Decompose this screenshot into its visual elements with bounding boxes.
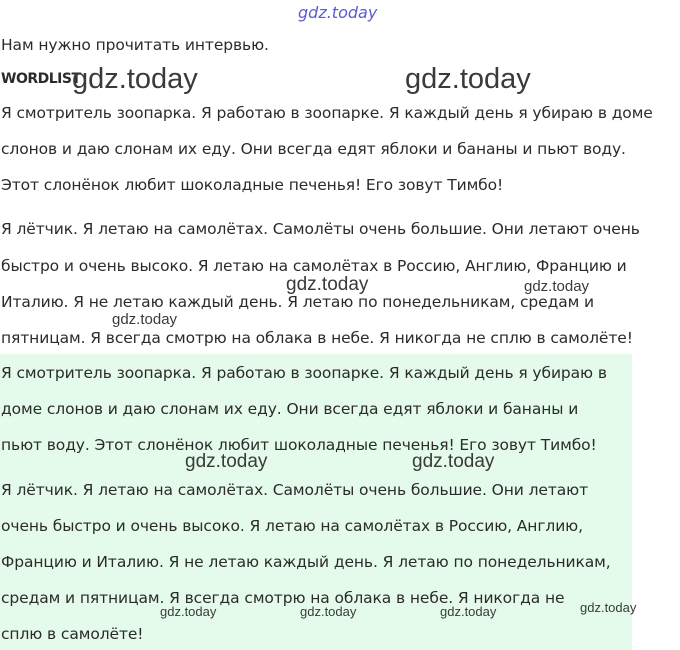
- watermark-mid-3: gdz.today: [112, 311, 178, 328]
- answer-line-4: Я лётчик. Я летаю на самолётах. Самолёты очень большие. Они летают: [1, 481, 589, 499]
- text-line-6: Италию. Я не летаю каждый день. Я летаю по понедельникам, средам и: [1, 293, 594, 311]
- text-line-3: Этот слонёнок любит шоколадные печенья! Его зовут Тимбо!: [1, 176, 504, 194]
- watermark-answer-5: gdz.today: [440, 604, 497, 619]
- text-line-2: слонов и даю слонам их еду. Они всегда едят яблоки и бананы и пьют воду.: [1, 140, 626, 158]
- answer-line-8: сплю в самолёте!: [1, 625, 144, 643]
- wordlist-label: WORDLIST: [1, 71, 81, 87]
- watermark-mid-1: gdz.today: [286, 274, 369, 295]
- answer-line-6: Францию и Италию. Я не летаю каждый день. Я летаю по понедельникам,: [1, 553, 611, 571]
- text-line-7: пятницам. Я всегда смотрю на облака в небе. Я никогда не сплю в самолёте!: [1, 329, 633, 347]
- watermark-answer-1: gdz.today: [185, 451, 268, 472]
- text-line-5: быстро и очень высоко. Я летаю на самолётах в Россию, Англию, Францию и: [1, 257, 627, 275]
- watermark-large-1: gdz.today: [72, 63, 198, 95]
- text-line-4: Я лётчик. Я летаю на самолётах. Самолёты очень большие. Они летают очень: [1, 220, 640, 238]
- answer-line-7: средам и пятницам. Я всегда смотрю на облака в небе. Я никогда не: [1, 589, 565, 607]
- answer-line-1: Я смотритель зоопарка. Я работаю в зоопарке. Я каждый день я убираю в: [1, 364, 607, 382]
- text-line-1: Я смотритель зоопарка. Я работаю в зоопарке. Я каждый день я убираю в доме: [1, 104, 653, 122]
- watermark-answer-2: gdz.today: [412, 451, 495, 472]
- answer-line-3: пьют воду. Этот слонёнок любит шоколадные печенья! Его зовут Тимбо!: [1, 436, 597, 454]
- task-instruction: Нам нужно прочитать интервью.: [1, 36, 269, 54]
- answer-line-2: доме слонов и даю слонам их еду. Они всегда едят яблоки и бананы и: [1, 400, 579, 418]
- watermark-answer-6: gdz.today: [580, 600, 637, 615]
- watermark-large-2: gdz.today: [405, 63, 531, 95]
- watermark-answer-4: gdz.today: [300, 604, 357, 619]
- watermark-answer-3: gdz.today: [160, 604, 217, 619]
- watermark-mid-2: gdz.today: [524, 278, 590, 295]
- watermark-top: gdz.today: [298, 3, 378, 22]
- answer-line-5: очень быстро и очень высоко. Я летаю на самолётах в Россию, Англию,: [1, 517, 583, 535]
